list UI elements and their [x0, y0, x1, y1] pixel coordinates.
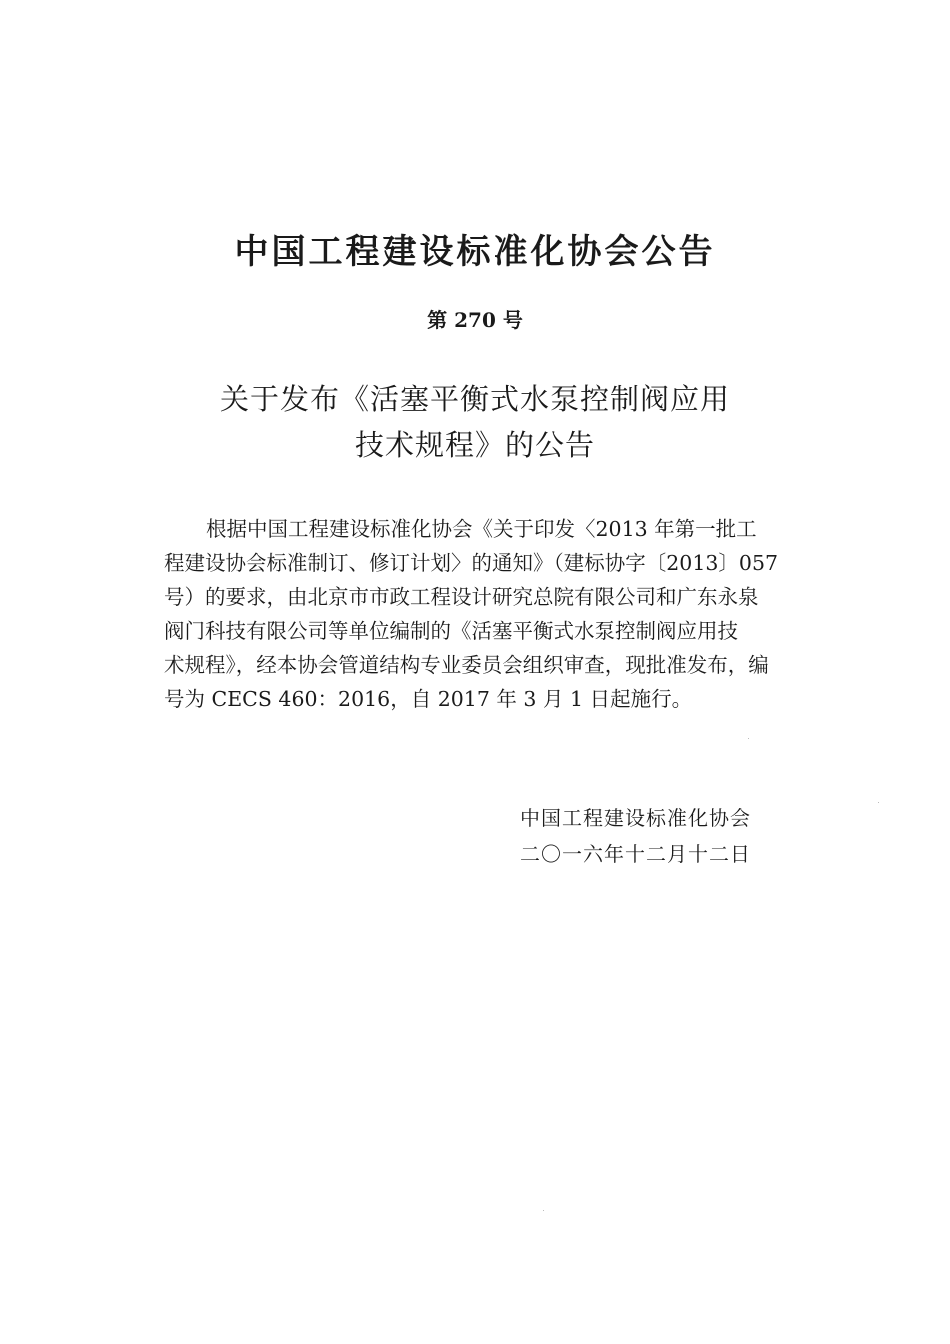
announcement-title — [0, 376, 950, 468]
body-line-5: 术规程》，经本协会管道结构专业委员会组织审查，现批准发布，编 — [164, 653, 769, 677]
signature-organization: 中国工程建设标准化协会 — [520, 806, 751, 830]
scan-speck — [748, 738, 749, 739]
scan-speck — [878, 802, 879, 803]
body-line-2: 程建设协会标准制订、修订计划〉的通知》（建标协字〔2013〕057 — [164, 551, 779, 575]
organization-title: 中国工程建设标准化协会公告 — [234, 232, 716, 272]
signature-block — [520, 800, 820, 872]
scan-speck — [543, 1210, 544, 1211]
signature-date: 二〇一六年十二月十二日 — [520, 842, 751, 866]
document-number: 第 270 号 — [427, 308, 523, 332]
body-line-3: 号）的要求，由北京市市政工程设计研究总院有限公司和广东永泉 — [164, 585, 759, 609]
announcement-body — [164, 512, 826, 716]
body-line-4: 阀门科技有限公司等单位编制的《活塞平衡式水泵控制阀应用技 — [164, 619, 738, 643]
announcement-title-line-2: 技术规程》的公告 — [354, 428, 595, 462]
announcement-title-line-1: 关于发布《活塞平衡式水泵控制阀应用 — [219, 382, 730, 416]
body-line-6: 号为 CECS 460：2016，自 2017 年 3 月 1 日起施行。 — [164, 687, 693, 711]
body-line-1: 根据中国工程建设标准化协会《关于印发〈2013 年第一批工 — [206, 517, 757, 541]
